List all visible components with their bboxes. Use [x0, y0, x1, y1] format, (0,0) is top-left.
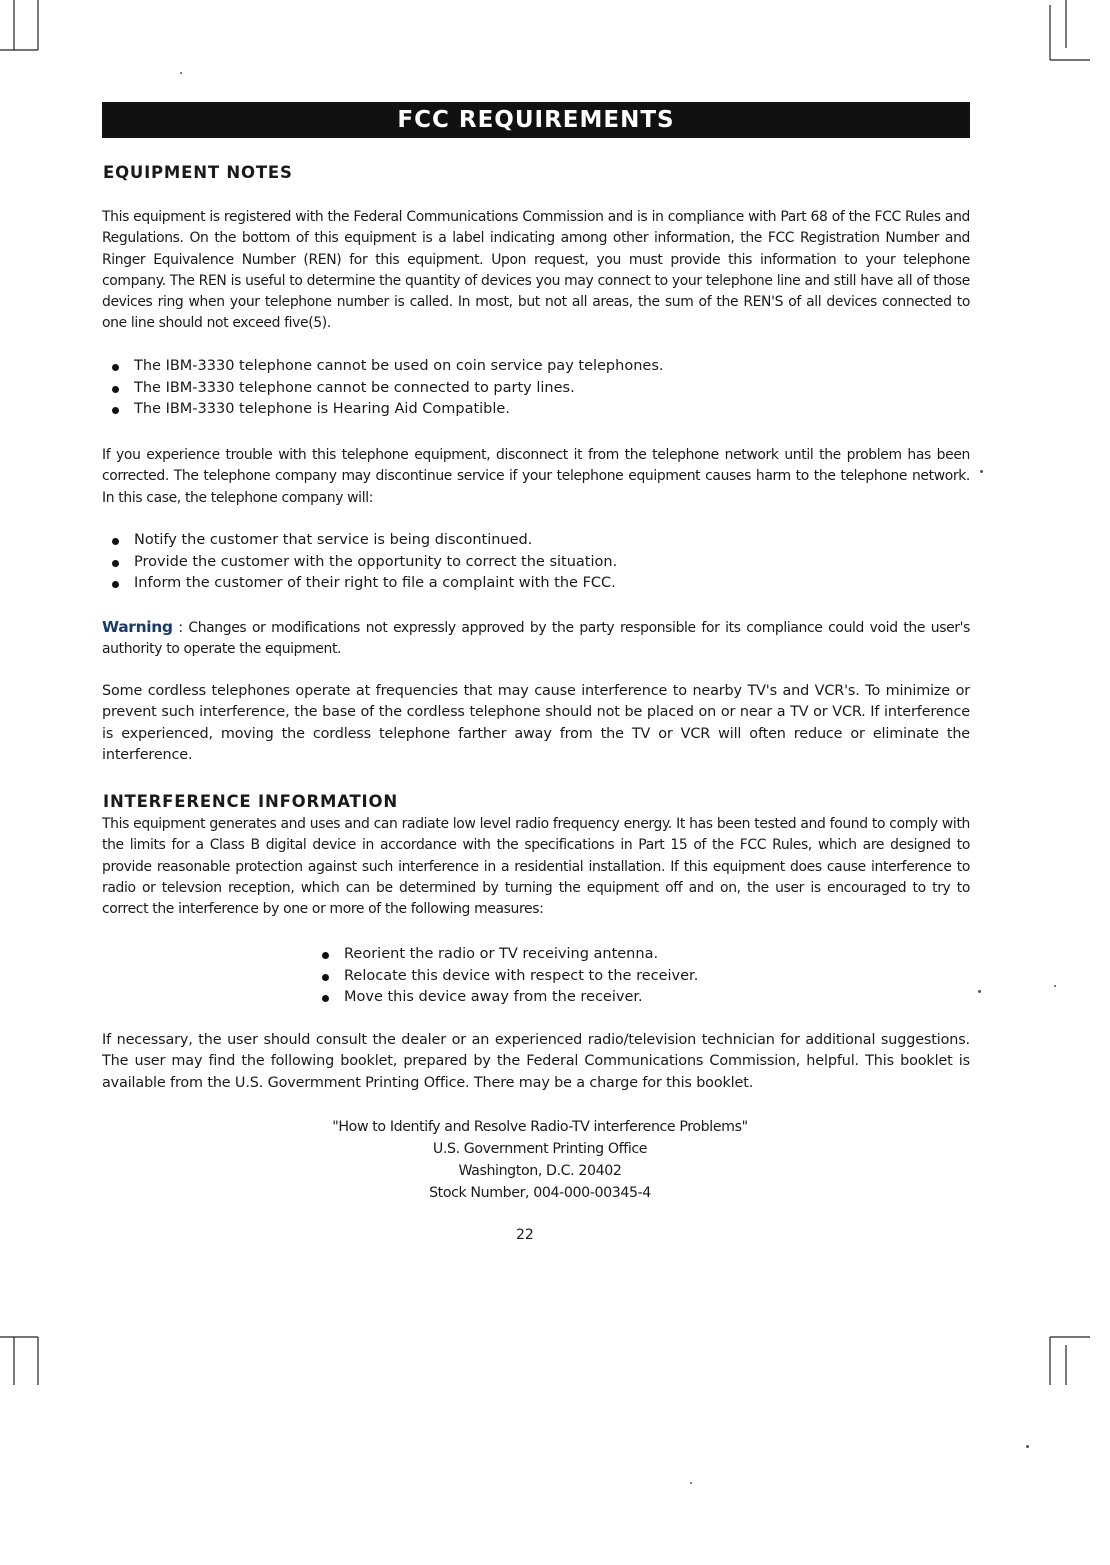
warning-label: Warning: [102, 618, 173, 636]
page-title-banner: FCC REQUIREMENTS: [102, 102, 970, 138]
bullet-dot: [112, 581, 119, 588]
list-item: Move this device away from the receiver.: [320, 987, 698, 1009]
list-item: Inform the customer of their right to file a complaint with the FCC.: [110, 573, 617, 595]
equipment-intro-paragraph: This equipment is registered with the Federal Communications Commission and is in compliance with Part 68 of the FCC Rules and Regulations. On the bottom of this equipment is a label indicating among other information, the FCC Registration Number and Ringer Equivalence Number (REN) for this equipment. Upon request, you must provide this information to your telephone company. The REN is useful to determine the quantity of devices you may connect to your telephone line and still have all of those devices ring when your telephone number is called. In most, but not all areas, the sum of the REN'S of all devices connected to one line should not exceed five(5).: [102, 209, 970, 332]
list-item: Reorient the radio or TV receiving antenna.: [320, 944, 698, 966]
list-item: Notify the customer that service is being discontinued.: [110, 530, 617, 552]
trouble-paragraph: If you experience trouble with this telephone equipment, disconnect it from the telephone network until the problem has been corrected. The telephone company may discontinue service if your telephone equipment causes harm to the telephone network. In this case, the telephone company will:: [102, 447, 970, 506]
interference-heading: INTERFERENCE INFORMATION: [103, 792, 398, 811]
warning-paragraph: [102, 617, 970, 661]
followup-paragraph: If necessary, the user should consult the dealer or an experienced radio/television technician for additional suggestions. The user may find the following booklet, prepared by the Federal Communications Commission, helpful. This booklet is available from the U.S. Govermment Printing Office. There may be a charge for this booklet.: [102, 1032, 970, 1091]
booklet-citation: [250, 1116, 830, 1204]
list-item: The IBM-3330 telephone cannot be connected to party lines.: [110, 378, 663, 400]
bullet-dot: [112, 560, 119, 567]
list-item: The IBM-3330 telephone cannot be used on coin service pay telephones.: [110, 356, 663, 378]
crop-mark-bottom-left: [0, 1315, 60, 1385]
list-item: Relocate this device with respect to the receiver.: [320, 966, 698, 988]
bullet-dot: [322, 995, 329, 1002]
equipment-notes-heading: EQUIPMENT NOTES: [103, 163, 293, 182]
booklet-stock-number: Stock Number, 004-000-00345-4: [429, 1185, 651, 1201]
crop-mark-top-left: [0, 0, 60, 70]
crop-mark-bottom-right: [1030, 1315, 1110, 1385]
company-actions-list: [110, 530, 617, 595]
scan-speck: [1054, 985, 1056, 987]
scan-speck: [180, 72, 182, 74]
bullet-dot: [112, 364, 119, 371]
warning-text: : Changes or modifications not expressly approved by the party responsible for its compliance could void the user's authority to operate the equipment.: [102, 620, 970, 658]
page-number: 22: [516, 1227, 534, 1243]
interference-paragraph: This equipment generates and uses and can radiate low level radio frequency energy. It has been tested and found to comply with the limits for a Class B digital device in accordance with the specifications in Part 15 of the FCC Rules, which are designed to provide reasonable protection against such interference in a residential installation. If this equipment does cause interference to radio or televsion reception, which can be determined by turning the equipment off and on, the user is encouraged to try to correct the interference by one or more of the following measures:: [102, 816, 970, 918]
list-item: The IBM-3330 telephone is Hearing Aid Compatible.: [110, 399, 663, 421]
bullet-dot: [322, 974, 329, 981]
bullet-dot: [112, 407, 119, 414]
scan-speck: [1026, 1445, 1029, 1448]
bullet-dot: [112, 538, 119, 545]
list-item: Provide the customer with the opportunity to correct the situation.: [110, 552, 617, 574]
crop-mark-top-right: [1030, 0, 1110, 70]
booklet-publisher: U.S. Government Printing Office: [432, 1141, 648, 1157]
scan-speck: [690, 1482, 692, 1484]
scan-speck: [978, 990, 981, 993]
interference-measures-list: [320, 944, 698, 1009]
bullet-dot: [322, 952, 329, 959]
scan-speck: [980, 470, 983, 473]
booklet-title: "How to Identify and Resolve Radio-TV interference Problems": [332, 1119, 748, 1135]
cordless-paragraph: Some cordless telephones operate at frequencies that may cause interference to nearby TV's and VCR's. To minimize or prevent such interference, the base of the cordless telephone should not be placed on or near a TV or VCR. If interference is experienced, moving the cordless telephone farther away from the TV or VCR will often reduce or eliminate the interference.: [102, 683, 970, 763]
equipment-bullet-list: [110, 356, 663, 421]
booklet-city: Washington, D.C. 20402: [458, 1163, 622, 1179]
bullet-dot: [112, 386, 119, 393]
